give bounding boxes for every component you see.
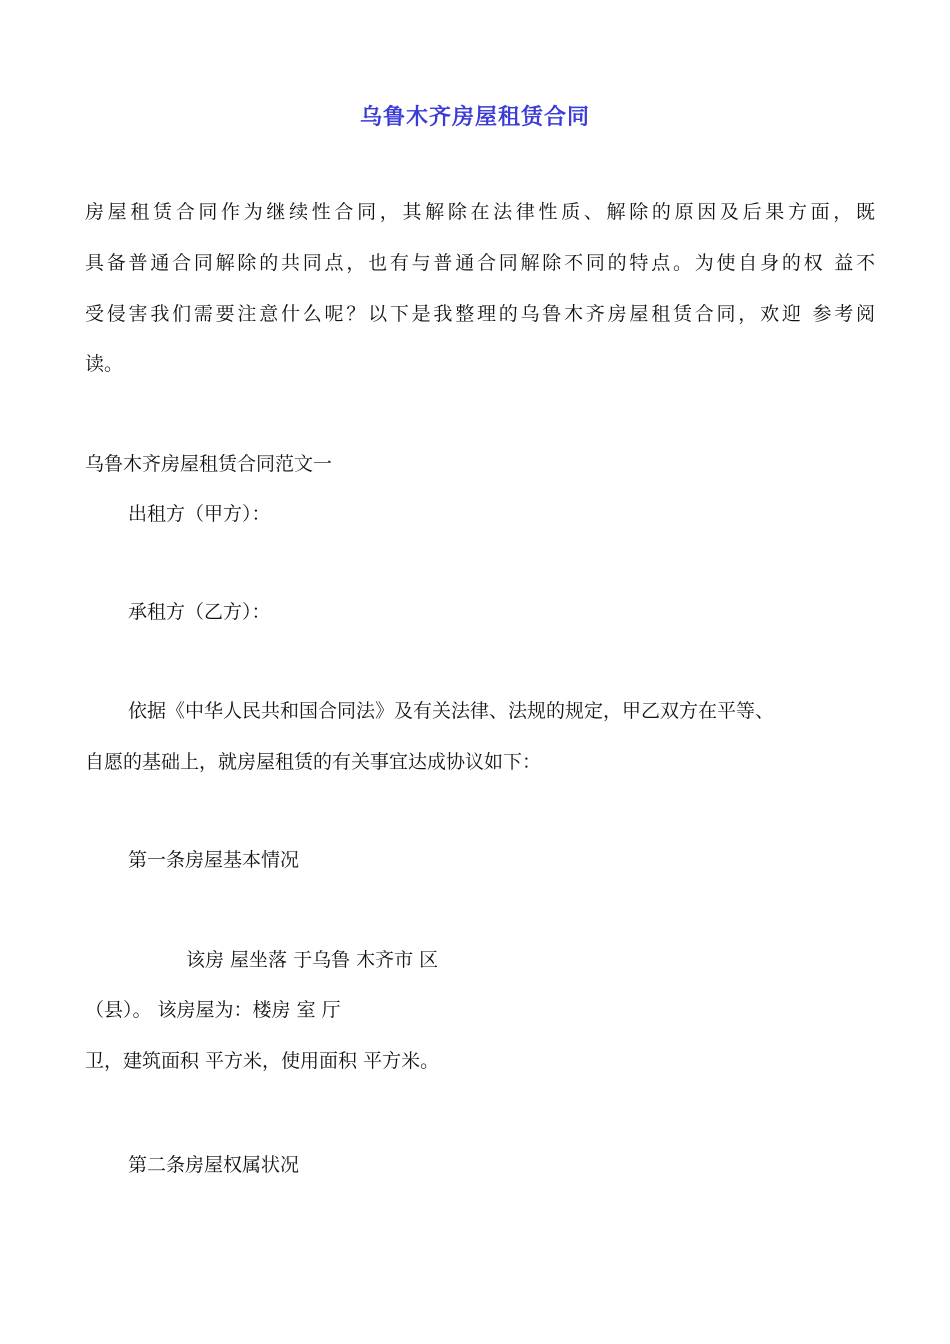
intro-line-4: 读。 <box>85 353 124 375</box>
article-1-line-3: 卫，建筑面积 平方米，使用面积 平方米。 <box>85 1050 440 1072</box>
lessee-label: 承租方（乙方）： <box>128 601 271 623</box>
article-1-title: 第一条房屋基本情况 <box>128 849 300 871</box>
document-title: 乌鲁木齐房屋租赁合同 <box>359 105 590 130</box>
basis-line-1: 依据《中华人民共和国合同法》及有关法律、法规的规定，甲乙双方在平等、 <box>128 700 775 722</box>
lessor-label: 出租方（甲方）： <box>128 503 271 525</box>
section-heading: 乌鲁木齐房屋租赁合同范文一 <box>85 453 333 475</box>
basis-line-2: 自愿的基础上，就房屋租赁的有关事宜达成协议如下： <box>85 751 542 773</box>
intro-line-2: 具备普通合同解除的共同点，也有与普通合同解除不同的特点。为使自身的权 益不 <box>85 252 875 274</box>
intro-line-3: 受侵害我们需要注意什么呢？以下是我整理的乌鲁木齐房屋租赁合同，欢迎 参考阅 <box>85 303 875 325</box>
article-1-line-2: （县）。 该房屋为：楼房 室 厅 <box>85 999 341 1021</box>
intro-line-1: 房屋租赁合同作为继续性合同，其解除在法律性质、解除的原因及后果方面，既 <box>85 201 875 223</box>
article-2-title: 第二条房屋权属状况 <box>128 1154 300 1176</box>
article-1-line-1: 该房 屋坐落 于乌鲁 木齐市 区 <box>186 949 439 971</box>
